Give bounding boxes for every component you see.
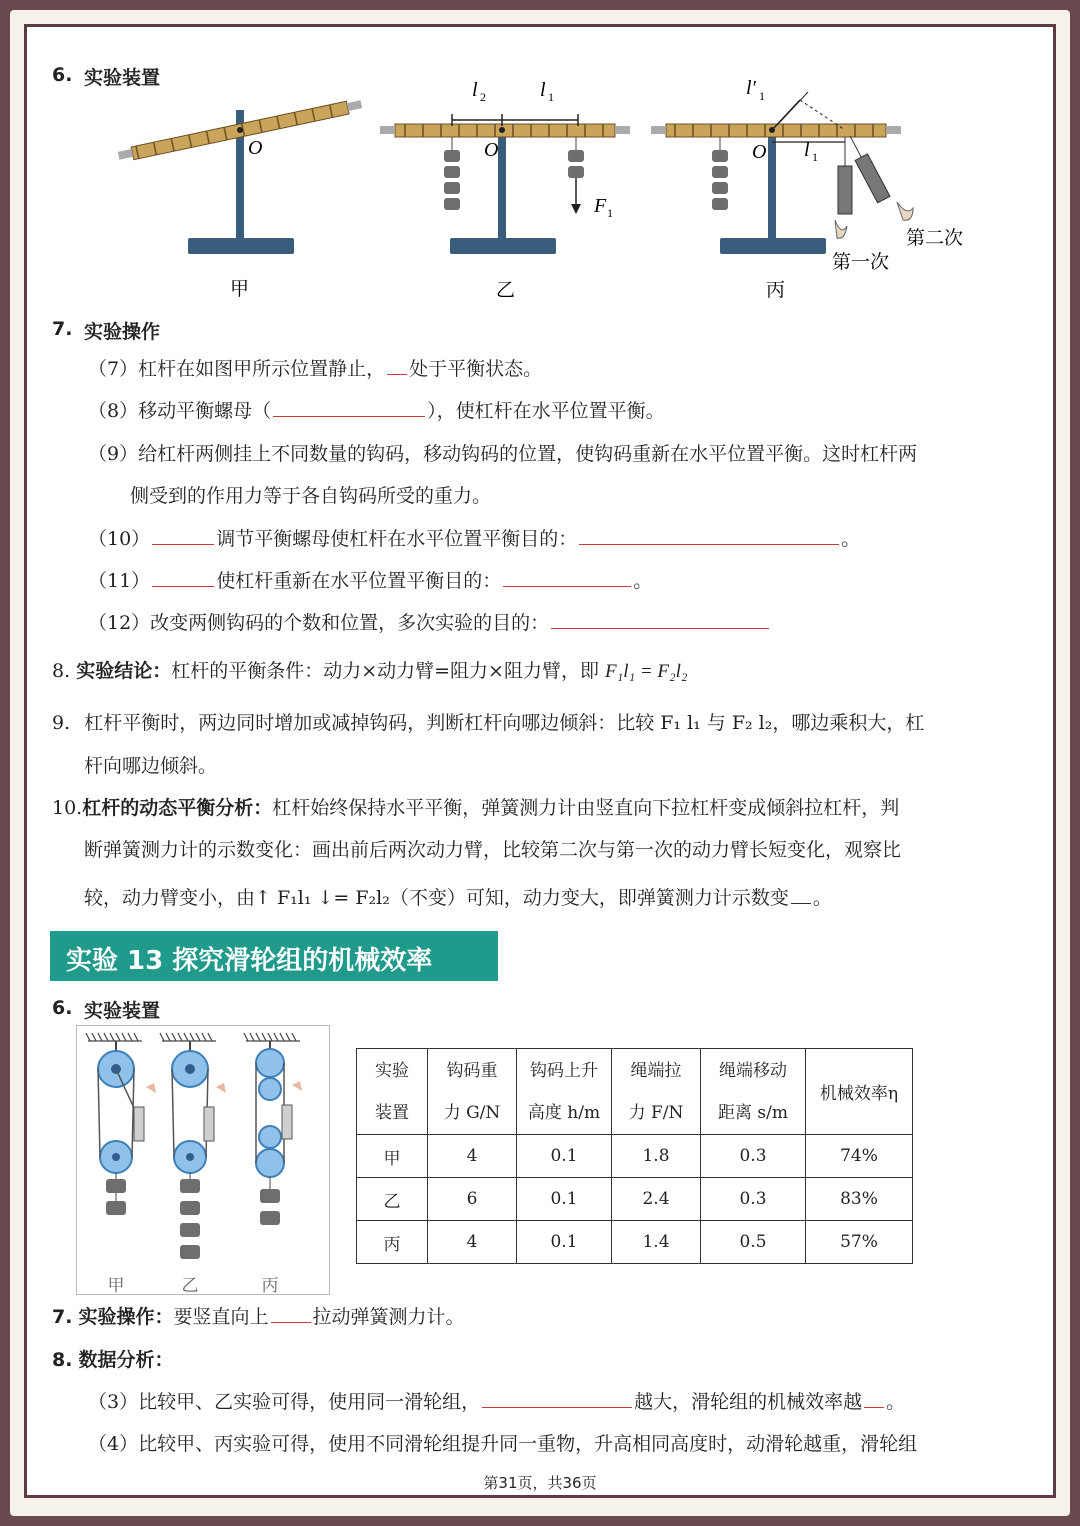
item-number: 7. <box>52 1306 73 1328</box>
operation-9-line1: （9）给杠杆两侧挂上不同数量的钩码，移动钩码的位置，使钩码重新在水平位置平衡。这时杠杆两 <box>88 443 918 465</box>
hook-weights-left <box>712 150 728 210</box>
table-cell: 0.5 <box>701 1221 806 1264</box>
operation-text: 拉动弹簧测力计。 <box>312 1306 465 1328</box>
item-10-line3 <box>84 889 832 908</box>
operation-text: （12）改变两侧钩码的个数和位置，多次实验的目的： <box>88 612 550 634</box>
table-cell: 83% <box>806 1178 913 1221</box>
dynamic-analysis-title: 杠杆的动态平衡分析： <box>82 797 273 819</box>
analysis-text: 。 <box>886 1391 906 1413</box>
item-number: 10. <box>52 797 83 819</box>
table-cell: 0.1 <box>517 1178 612 1221</box>
item-number: 6. <box>52 64 73 86</box>
operation-12 <box>88 614 771 633</box>
table-cell: 6 <box>428 1178 517 1221</box>
table-header-row <box>357 1049 913 1135</box>
analysis-title: 数据分析： <box>78 1349 174 1371</box>
force-label-f1: F <box>594 195 607 217</box>
operation-8 <box>88 402 665 421</box>
lever-figure-jia <box>117 98 362 300</box>
item-10-line1 <box>52 799 899 818</box>
pivot-label: O <box>752 141 767 163</box>
analysis-3 <box>88 1393 905 1412</box>
operation-text: 使杠杆重新在水平位置平衡目的： <box>216 570 502 592</box>
arm-label-l1prime: l′ <box>746 77 756 99</box>
table-header-cell: 绳端移动 距离 s/m <box>701 1049 806 1135</box>
pulley-caption-bing: 丙 <box>261 1276 279 1295</box>
arm-label-l1prime-sub: 1 <box>759 89 765 103</box>
operation-text: （10） <box>88 528 151 550</box>
analysis-text: （3）比较甲、乙实验可得，使用同一滑轮组， <box>88 1391 481 1413</box>
answer-blank[interactable] <box>152 543 214 545</box>
item-8 <box>52 662 688 681</box>
item-7-operation <box>52 1308 465 1327</box>
operation-text: 。 <box>633 570 653 592</box>
table-header-cell: 实验 装置 <box>357 1049 428 1135</box>
item-number: 7. <box>52 318 73 340</box>
table-row <box>357 1178 913 1221</box>
item-text: 杠杆平衡时，两边同时增加或减掉钩码，判断杠杆向哪边倾斜：比较 F₁ l₁ 与 F₂ l₂，哪边乘积大，杠 <box>84 712 925 734</box>
operation-7 <box>88 360 542 379</box>
operation-text: 处于平衡状态。 <box>409 358 543 380</box>
figure-caption-jia: 甲 <box>230 278 250 300</box>
analysis-text: 越大，滑轮组的机械效率越 <box>634 1391 863 1413</box>
lever-figure-yi <box>380 79 630 301</box>
answer-blank[interactable] <box>503 585 631 587</box>
page-number-footer: 第31页，共36页 <box>483 1474 597 1492</box>
operation-9-line2: 侧受到的作用力等于各自钩码所受的重力。 <box>130 485 492 507</box>
operation-text: （11） <box>88 570 151 592</box>
table-header-cell: 钩码重 力 G/N <box>428 1049 517 1135</box>
balance-formula: F₁l₁ = F₂l₂ <box>605 661 688 682</box>
hook-weights-left <box>444 150 460 210</box>
arm-label-l1-sub: 1 <box>812 150 818 164</box>
arm-label-l1: l <box>540 79 546 101</box>
experiment-banner-title: 实验 13 探究滑轮组的机械效率 <box>66 946 433 976</box>
answer-blank[interactable] <box>152 585 214 587</box>
table-cell: 0.3 <box>701 1178 806 1221</box>
pulley-apparatus-figure <box>76 1025 330 1295</box>
conclusion-title: 实验结论： <box>76 660 172 682</box>
arm-label-l2: l <box>472 79 478 101</box>
item-number: 8. <box>52 1349 73 1371</box>
table-cell: 丙 <box>357 1221 428 1264</box>
arm-label-l1-sub: 1 <box>548 90 554 104</box>
table-header-cell: 绳端拉 力 F/N <box>612 1049 701 1135</box>
pivot-label: O <box>248 137 263 159</box>
answer-blank[interactable] <box>271 1321 311 1323</box>
operation-text: （8）移动平衡螺母（ <box>88 400 272 422</box>
table-cell: 4 <box>428 1135 517 1178</box>
figure-caption-yi: 乙 <box>496 279 516 301</box>
item-text: 较，动力臂变小，由↑ F₁l₁ ↓= F₂l₂（不变）可知，动力变大，即弹簧测力计示数变 <box>84 887 789 909</box>
lever-figure-bing <box>651 77 963 301</box>
operation-text: ），使杠杆在水平位置平衡。 <box>427 400 665 422</box>
section-heading: 实验操作 <box>84 321 161 343</box>
force-label-f1-sub: 1 <box>607 206 613 220</box>
figure-caption-bing: 丙 <box>766 279 786 301</box>
spring-scale-vertical <box>838 166 852 214</box>
table-header-cell: 钩码上升 高度 h/m <box>517 1049 612 1135</box>
lever-apparatus-figure <box>100 70 980 310</box>
table-cell: 甲 <box>357 1135 428 1178</box>
table-cell: 乙 <box>357 1178 428 1221</box>
table-cell: 0.3 <box>701 1135 806 1178</box>
answer-blank[interactable] <box>551 627 769 629</box>
item-number: 9. <box>52 712 71 734</box>
table-cell: 74% <box>806 1135 913 1178</box>
item-number: 6. <box>52 997 73 1019</box>
operation-10 <box>88 530 860 549</box>
table-cell: 57% <box>806 1221 913 1264</box>
section-heading: 实验装置 <box>84 67 161 89</box>
table-row <box>357 1135 913 1178</box>
table-cell: 0.1 <box>517 1221 612 1264</box>
table-header-cell: 机械效率η <box>806 1049 913 1135</box>
answer-blank[interactable] <box>864 1406 884 1408</box>
table-cell: 1.8 <box>612 1135 701 1178</box>
operation-text: 要竖直向上 <box>173 1306 269 1328</box>
table-row <box>357 1221 913 1264</box>
table-cell: 2.4 <box>612 1178 701 1221</box>
item-number: 8. <box>52 660 71 682</box>
answer-blank[interactable] <box>579 543 839 545</box>
answer-blank[interactable] <box>273 415 425 417</box>
item-text: 杠杆始终保持水平平衡，弹簧测力计由竖直向下拉杠杆变成倾斜拉杠杆，判 <box>272 797 900 819</box>
operation-11 <box>88 572 652 591</box>
second-time-label: 第二次 <box>906 227 964 249</box>
pulley-efficiency-table <box>356 1048 913 1264</box>
conclusion-text: 杠杆的平衡条件：动力×动力臂=阻力×阻力臂，即 <box>171 660 599 682</box>
item-text: 。 <box>812 887 832 909</box>
item-8-analysis <box>52 1351 174 1370</box>
section-heading: 实验装置 <box>84 1000 161 1022</box>
arm-label-l1: l <box>804 139 810 161</box>
first-time-label: 第一次 <box>832 251 890 273</box>
item-9-line1 <box>52 714 924 733</box>
operation-text: （7）杠杆在如图甲所示位置静止， <box>88 358 386 380</box>
analysis-4: （4）比较甲、丙实验可得，使用不同滑轮组提升同一重物，升高相同高度时，动滑轮越重，滑轮组 <box>88 1433 918 1455</box>
answer-blank[interactable] <box>791 902 811 904</box>
answer-blank[interactable] <box>482 1406 632 1408</box>
pulley-caption-jia: 甲 <box>107 1276 125 1295</box>
item-9-line2: 杆向哪边倾斜。 <box>84 755 218 777</box>
pivot-label: O <box>484 139 499 161</box>
operation-title: 实验操作： <box>78 1306 174 1328</box>
answer-blank[interactable] <box>387 373 407 375</box>
item-10-line2: 断弹簧测力计的示数变化：画出前后两次动力臂，比较第二次与第一次的动力臂长短变化，观察比 <box>84 839 902 861</box>
pulley-caption-yi: 乙 <box>181 1276 199 1295</box>
operation-text: 。 <box>841 528 861 550</box>
table-cell: 0.1 <box>517 1135 612 1178</box>
table-cell: 1.4 <box>612 1221 701 1264</box>
table-cell: 4 <box>428 1221 517 1264</box>
operation-text: 调节平衡螺母使杠杆在水平位置平衡目的： <box>216 528 578 550</box>
arm-label-l2-sub: 2 <box>480 90 486 104</box>
